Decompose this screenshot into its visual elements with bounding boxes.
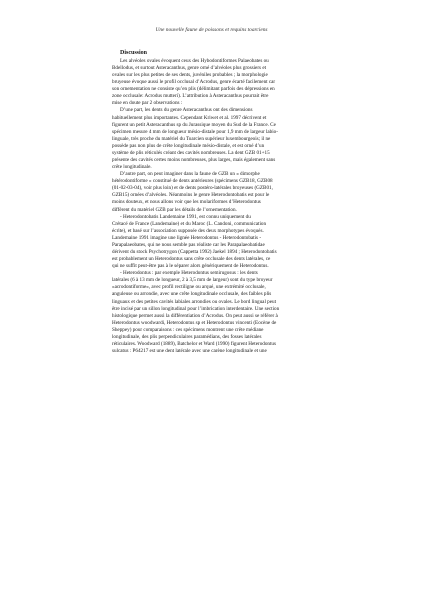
text-line: écrite), et basé sur l’association supposée des deux morphotypes évoqués. <box>112 227 264 234</box>
text-line: GZB15) ornées d’alvéoles. Néanmoins le genre Heterodontobatis est pour le <box>112 192 270 199</box>
running-head: Une nouvelle faune de poissons et requins toarciens <box>155 27 268 33</box>
text-line: - Heterodontus : par exemple Heterodontus semirugosus : les dents <box>120 270 258 277</box>
text-line: qui ne suffit peut-être pas à le séparer alors génériquement de Heterodontus. <box>112 263 269 270</box>
text-line: figurent un petit Asteracanthus sp du Jurassique moyen du Sud de la France. Ce <box>112 121 276 128</box>
text-line: présente des cavités certes moins nombreuses, plus larges, mais également sans <box>112 157 276 163</box>
text-line: (01-02-03-04), voir plus loin) et de dents postéro-latérales broyeuses (GZB01, <box>112 185 273 192</box>
text-line: habituellement plus importantes. Cependant Kriwet et al. 1997 décrivent et <box>112 114 267 121</box>
text-line: réticulaires. Woodward (1889), Batchelor et Ward (1990) figurent Heterodontus <box>112 341 277 348</box>
text-line: «acrodontiforme», avec profil rectiligne ou arqué, une extrémité occlusale, <box>112 284 266 291</box>
text-line: système de plis réticulés créant des cavités nombreuses. La dent GZB 01+15 <box>112 149 270 156</box>
text-line: crête longitudinale. <box>112 164 152 171</box>
text-line: moins douteux, et nous allons voir que les molariformes d’Heterodontus <box>112 199 261 206</box>
text-line: Heterodontus woodwardi, Heterodontus sp et Heterodontus vincenti (Eocène de <box>112 319 277 326</box>
paragraph-1 <box>112 58 310 108</box>
text-line: Bdellodus, et surtout Asteracanthus, genre orné d’alvéoles plus grossiers et <box>112 64 267 71</box>
text-line: Les alvéoles ovales évoquent ceux des Hybodontiformes Palaeobates ou <box>120 57 269 64</box>
text-line: longitudinale, des plis perpendiculaires paramédians, des fosses latérales <box>112 333 262 340</box>
text-line: D’une part, les dents du genre Asteracanthus ont des dimensions <box>120 107 253 114</box>
text-line: histologique permet aussi la différentiation d’Acrodus. On peut aussi se référer à <box>112 312 278 319</box>
paragraph-5 <box>112 270 310 355</box>
text-line: Crétacé de France (Landemaine) et du Maroc (L. Candoni, communication <box>112 220 267 227</box>
text-line: mise en doute par 2 observations : <box>112 100 183 107</box>
section-heading: Discussion <box>120 50 148 56</box>
text-line: linguale, très proche du matériel du Toarcien supérieur luxembourgeois; il ne <box>112 135 271 142</box>
text-line: anguleuse ou arrondie, avec une crête longitudinale occlusale, des faibles plis <box>112 291 272 298</box>
text-line: Landemaine 1991 imagine une lignée Heterodontus - Heterodontobatis - <box>112 234 262 241</box>
text-line: zone occlusale: Acrodus mutteri). L’attribution à Asteracanthus pourrait être <box>112 93 269 100</box>
text-line: diffèrent du matériel GZB par les détails de l’ornementation. <box>112 206 237 213</box>
text-line: dérivent du stock Psychotrygon (Cappetta 1992) Jaekel 1894 ; Heterodontobatis <box>112 249 277 256</box>
article-body <box>112 50 310 355</box>
text-line: D’autre part, on peut imaginer dans la faune de GZB un « dimorphe <box>120 171 260 178</box>
text-line: hétérodontiforme » constitué de dents antérieures (spécimens GZB18, GZB08 <box>112 178 273 185</box>
paragraph-4 <box>112 214 310 271</box>
paragraph-2 <box>112 107 310 171</box>
text-line: possède pas non plus de crête longitudinale mésio-distale, et est orné d’un <box>112 142 265 149</box>
text-line: son ornementation ne consiste qu’en plis (délimitant parfois des dépressions en <box>112 86 275 93</box>
text-line: sulcatus : P64217 est une dent latérale avec une carène longitudinale et une <box>112 348 267 355</box>
text-line: ovales sur les plus petites de ses dents, juvéniles probables ; la morphologie <box>112 72 268 79</box>
text-line: Sheppey) pour comparaisons : ces spécimens montrent une crête médiane <box>112 326 264 333</box>
text-line: bruyeuse évoque aussi le profil occlusal d’Acrodus, genre écarté facilement car <box>112 79 276 86</box>
text-line: Parapalaeobates, qui ne nous semble pas réaliste car les Parapalaeobatidae <box>112 241 265 248</box>
text-line: latérales (6 à 13 mm de longueur, 2 à 3,5 mm de largeur) sont du type broyeur <box>112 277 273 284</box>
text-line: - Heterodontobatis Landemaine 1991, est connu uniquement du <box>120 213 251 220</box>
text-line: être incisé par un sillon longitudinal pour l’imbrication interdentaire. Une section <box>112 305 280 312</box>
text-line: spécimen mesure 4 mm de longueur mésio-distale pour 1,9 mm de largeur labio- <box>112 128 278 135</box>
paragraph-3 <box>112 171 310 213</box>
text-line: linguaux et des petites cavités labiales arrondies ou ovales. Le bord lingual peut <box>112 298 277 305</box>
text-line: est probablement un Heterodontus sans crête occlusale des dents latérales, ce <box>112 256 271 263</box>
